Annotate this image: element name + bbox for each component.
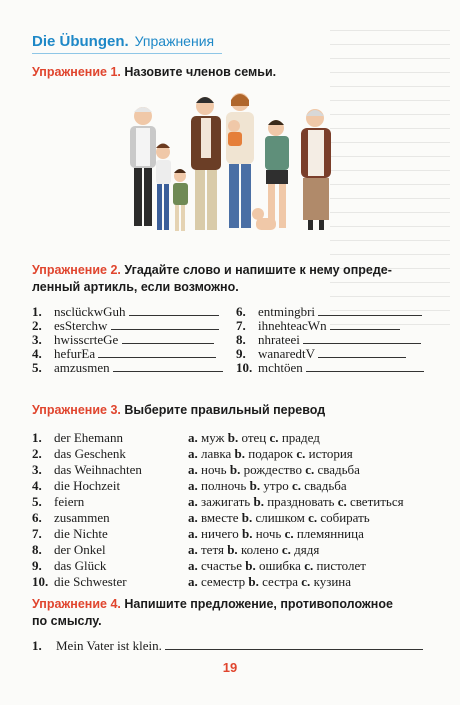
ex4-item: 1. Mein Vater ist klein. <box>32 638 423 654</box>
ex2-item: 8. nhrateei <box>236 332 421 348</box>
ex3-item: 4. die Hochzeit <box>32 478 121 493</box>
answer-blank[interactable] <box>303 333 421 344</box>
exercise-4-label: Упражнение 4. <box>32 597 121 611</box>
exercise-3-task: Выберите правильный перевод <box>124 403 326 417</box>
header-title-de: Die Übungen. <box>32 33 129 50</box>
ex3-item: 8. der Onkel <box>32 542 106 557</box>
page-number: 19 <box>222 660 238 675</box>
grandfather-figure <box>130 107 156 226</box>
exercise-1-task: Назовите членов семьи. <box>124 65 277 79</box>
answer-blank[interactable] <box>306 361 424 372</box>
exercise-2-task-line1: Угадайте слово и напишите к нему опреде- <box>124 263 392 277</box>
ex3-options: а. ничего b. ночь с. племянница <box>188 526 364 541</box>
answer-blank[interactable] <box>113 361 223 372</box>
father-figure <box>191 97 221 230</box>
ex3-options: а. полночь b. утро с. свадьба <box>188 478 347 493</box>
ex3-options: а. счастье b. ошибка с. пистолет <box>188 558 366 573</box>
boy-figure <box>265 120 289 228</box>
ex3-options: а. вместе b. слишком с. собирать <box>188 510 370 525</box>
answer-blank[interactable] <box>330 319 400 330</box>
exercise-1-label: Упражнение 1. <box>32 65 121 79</box>
mother-figure <box>226 93 254 228</box>
ex3-item: 5. feiern <box>32 494 85 509</box>
ex3-item: 2. das Geschenk <box>32 446 126 461</box>
answer-blank[interactable] <box>98 347 216 358</box>
ex3-options: а. лавка b. подарок с. история <box>188 446 353 461</box>
ex3-options: а. зажигать b. праздновать с. светиться <box>188 494 404 509</box>
exercise-2-label: Упражнение 2. <box>32 263 121 277</box>
exercise-4-task-line2: по смыслу. <box>32 614 102 628</box>
exercise-2-task-line2: ленный артикль, если возможно. <box>32 280 239 294</box>
ex2-item: 3. hwisscrteGe <box>32 332 214 348</box>
ex3-item: 3. das Weihnachten <box>32 462 142 477</box>
ex2-item: 2. esSterchw <box>32 318 219 334</box>
ex3-item: 10. die Schwester <box>32 574 127 589</box>
ex3-options: а. муж b. отец с. прадед <box>188 430 320 445</box>
ex2-item: 6. entmingbri <box>236 304 422 320</box>
ex3-item: 7. die Nichte <box>32 526 108 541</box>
answer-blank[interactable] <box>122 333 214 344</box>
ex2-item: 5. amzusmen <box>32 360 223 376</box>
small-girl-figure <box>173 169 188 231</box>
girl-figure <box>156 144 171 231</box>
exercise-4-title <box>32 596 393 630</box>
exercise-2-title <box>32 262 392 296</box>
exercise-1-title <box>32 64 276 81</box>
exercise-3-title <box>32 402 325 419</box>
ex2-item: 10. mchtöen <box>236 360 424 376</box>
ex3-options: а. тетя b. колено с. дядя <box>188 542 320 557</box>
ex3-item: 9. das Glück <box>32 558 107 573</box>
header-underline <box>32 53 222 54</box>
exercise-4-task-line1: Напишите предложение, противоположное <box>124 597 393 611</box>
ex3-options: а. семестр b. сестра с. кузина <box>188 574 352 589</box>
ex2-item: 4. hefurEa <box>32 346 216 362</box>
header-title-ru: Упражнения <box>134 33 215 49</box>
ex3-item: 6. zusammen <box>32 510 110 525</box>
exercise-3-label: Упражнение 3. <box>32 403 121 417</box>
ex2-item: 1. nsclückwGuh <box>32 304 219 320</box>
answer-blank[interactable] <box>129 305 219 316</box>
answer-blank[interactable] <box>111 319 219 330</box>
ex3-options: а. ночь b. рождество с. свадьба <box>188 462 360 477</box>
ex2-item: 9. wanaredtV <box>236 346 406 362</box>
page-header <box>32 33 214 50</box>
answer-blank[interactable] <box>318 347 406 358</box>
answer-blank[interactable] <box>165 639 423 650</box>
answer-blank[interactable] <box>318 305 422 316</box>
ex3-item: 1. der Ehemann <box>32 430 123 445</box>
family-illustration <box>108 88 358 250</box>
grandmother-figure <box>301 109 331 230</box>
ex2-item: 7. ihnehteacWn <box>236 318 400 334</box>
